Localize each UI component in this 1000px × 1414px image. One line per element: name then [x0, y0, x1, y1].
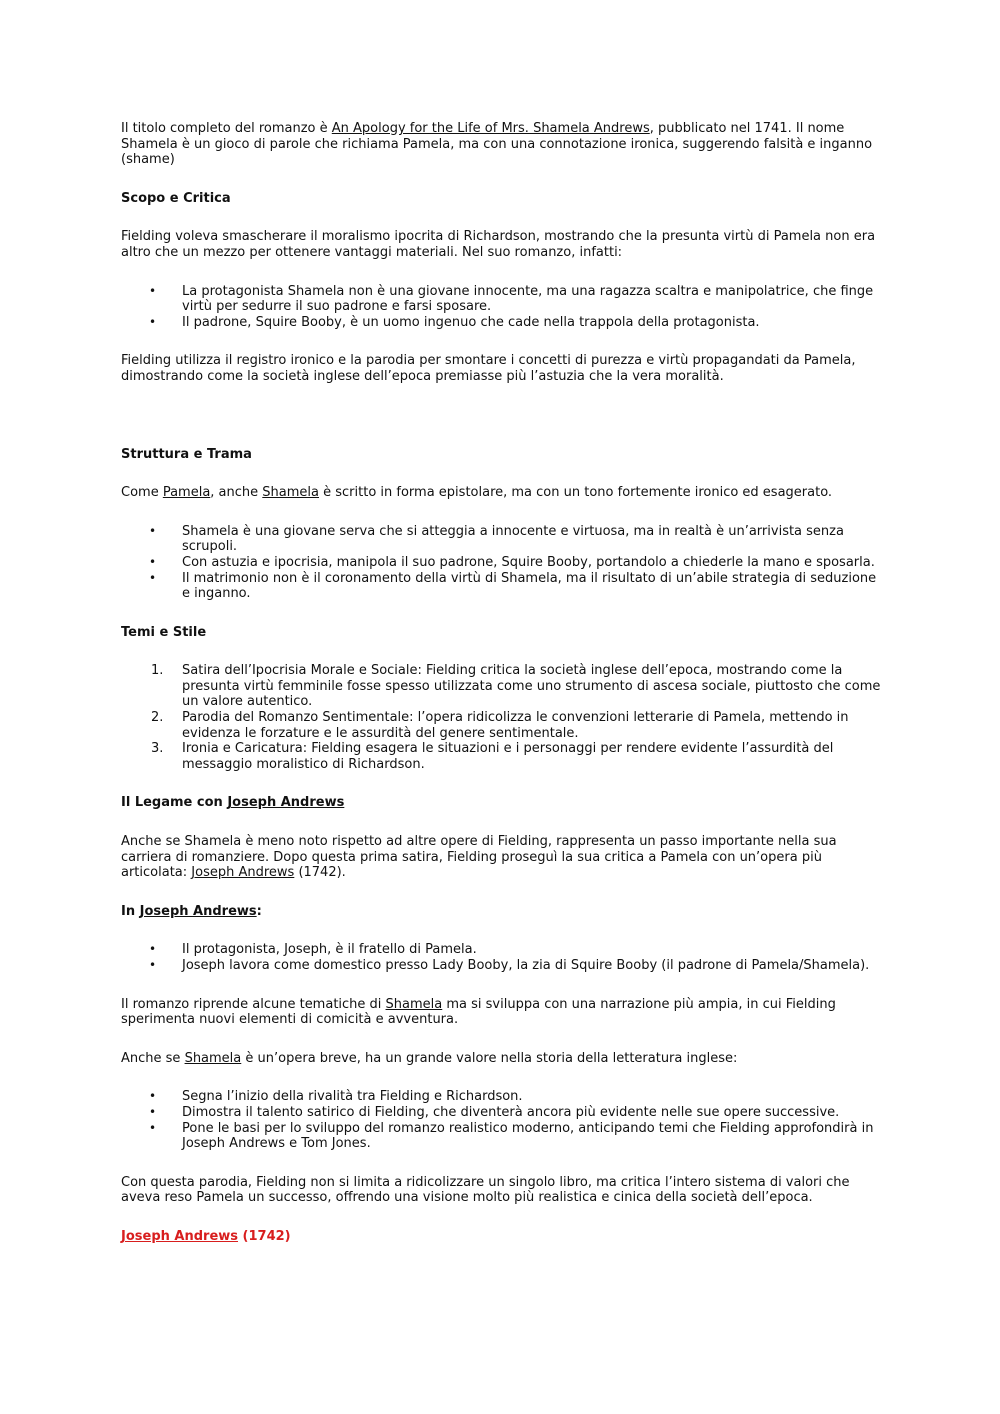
bullet-icon: • [149, 570, 157, 585]
list-item [121, 741, 881, 772]
list-number: 3. [151, 741, 164, 757]
list-item [121, 663, 881, 710]
list-item [121, 710, 881, 741]
heading-legame [121, 795, 881, 811]
list-item-text: Il protagonista, Joseph, è il fratello di Pamela. [182, 942, 477, 958]
heading-scopo: Scopo e Critica [121, 190, 231, 206]
bullet-icon: • [149, 958, 157, 972]
list-item [121, 1089, 881, 1105]
list-item-text: Il matrimonio non è il coronamento della virtù di Shamela, ma il risultato di un’abile strategia di seduzione e inganno. [182, 570, 877, 602]
list-item-text: Segna l’inizio della rivalità tra Fielding e Richardson. [182, 1089, 523, 1105]
bullet-icon: • [149, 314, 157, 329]
scopo-paragraph: Fielding voleva smascherare il moralismo ipocrita di Richardson, mostrando che la presunta virtù di Pamela non era altro che un mezzo per ottenere vantaggi materiali. Nel suo romanzo, infatti: [121, 229, 876, 260]
text-run: Il romanzo riprende alcune tematiche di [121, 996, 386, 1012]
joseph-andrews-link[interactable]: Joseph Andrews [191, 865, 295, 881]
list-item [121, 571, 881, 602]
text-run: : [256, 903, 262, 919]
heading-temi: Temi e Stile [121, 624, 207, 640]
struttura-bullet-list [121, 524, 881, 602]
text-run: (1742). [294, 865, 346, 881]
joseph-andrews-link[interactable]: Joseph Andrews [121, 1228, 239, 1244]
heading-struttura: Struttura e Trama [121, 446, 252, 462]
shamela-link[interactable]: Shamela [184, 1050, 242, 1066]
pamela-link[interactable]: Pamela [162, 485, 211, 501]
list-item [121, 1121, 881, 1152]
text-run: è un’opera breve, ha un grande valore nella storia della letteratura inglese: [241, 1050, 738, 1066]
heading-joseph-andrews-1742 [121, 1229, 881, 1245]
list-item-text: Pone le basi per lo sviluppo del romanzo realistico moderno, anticipando temi che Fielding approfondirà in Joseph Andrews e Tom Jones. [182, 1120, 874, 1152]
text-run: (1742) [238, 1228, 291, 1244]
list-number: 1. [151, 663, 164, 679]
list-item [121, 958, 881, 974]
bullet-icon: • [149, 1104, 157, 1119]
scopo-bullet-list [121, 284, 881, 331]
struttura-paragraph [121, 485, 881, 501]
shamela-link[interactable]: Shamela [262, 485, 319, 501]
list-item-text: Joseph lavora come domestico presso Lady Booby, la zia di Squire Booby (il padrone di Pamela/Shamela). [182, 958, 870, 973]
intro-text-pre: Il titolo completo del romanzo è [121, 121, 332, 136]
list-item [121, 524, 881, 555]
text-run: Anche se Shamela è meno noto rispetto ad altre opere di Fielding, rappresenta un passo importante nella sua carriera di romanziere. Dopo questa prima satira, Fielding proseguì la sua critica a Pamela con un’opera più articolata: [121, 834, 837, 881]
list-item-text: La protagonista Shamela non è una giovane innocente, ma una ragazza scaltra e manipolatrice, che finge virtù per sedurre il suo padrone e farsi sposare. [182, 283, 874, 315]
document-page [121, 121, 881, 1245]
list-item [121, 1105, 881, 1121]
text-run: Il Legame con [121, 795, 228, 811]
bullet-icon: • [149, 1120, 157, 1135]
joseph-andrews-link[interactable]: Joseph Andrews [139, 903, 257, 919]
temi-numbered-list [121, 663, 881, 772]
list-item-text: Ironia e Caricatura: Fielding esagera le situazioni e i personaggi per rendere evidente l’assurdità del messaggio moralistico di Richardson. [182, 741, 834, 772]
scopo-closing-paragraph: Fielding utilizza il registro ironico e la parodia per smontare i concetti di purezza e virtù propagandati da Pamela, dimostrando come la società inglese dell’epoca premiasse più l’astuzia che la vera moralità. [121, 353, 856, 384]
list-item-text: Il padrone, Squire Booby, è un uomo ingenuo che cade nella trappola della protagonista. [182, 314, 760, 330]
bullet-icon: • [149, 1089, 157, 1104]
text-run: è scritto in forma epistolare, ma con un tono fortemente ironico ed esagerato. [319, 485, 833, 501]
list-item-text: Con astuzia e ipocrisia, manipola il suo padrone, Squire Booby, portandolo a chiederle la mano e sposarla. [182, 554, 875, 570]
list-item-text: Parodia del Romanzo Sentimentale: l’opera ridicolizza le convenzioni letterarie di Pamela, mettendo in evidenza le forzature e le assurdità del genere sentimentale. [182, 710, 849, 741]
intro-title-link[interactable]: An Apology for the Life of Mrs. Shamela Andrews [331, 121, 650, 136]
valore-paragraph [121, 1051, 881, 1067]
intro-text-post: , pubblicato nel 1741. Il nome Shamela è un gioco di parole che richiama Pamela, ma con una connotazione ironica, suggerendo falsità e inganno (shame) [121, 121, 873, 168]
text-run: Come [121, 485, 163, 501]
list-item [121, 284, 881, 315]
bullet-icon: • [149, 523, 157, 538]
list-item [121, 555, 881, 571]
list-item [121, 942, 881, 958]
joseph-paragraph [121, 997, 881, 1028]
joseph-andrews-link[interactable]: Joseph Andrews [227, 795, 345, 811]
bullet-icon: • [149, 283, 157, 298]
joseph-bullet-list [121, 942, 881, 973]
legame-paragraph [121, 834, 881, 881]
valore-closing-paragraph: Con questa parodia, Fielding non si limita a ridicolizzare un singolo libro, ma critica l’intero sistema di valori che aveva reso Pamela un successo, offrendo una visione molto più realistica e cinica della società dell’epoca. [121, 1174, 850, 1206]
list-item-text: Satira dell’Ipocrisia Morale e Sociale: Fielding critica la società inglese dell’epoca, mostrando come la presunta virtù femminile fosse spesso utilizzata come uno strumento di ascesa sociale, piuttosto che come un valore autentico. [182, 663, 881, 710]
text-run: Anche se [121, 1050, 185, 1066]
intro-paragraph [121, 121, 881, 168]
text-run: , anche [210, 485, 263, 501]
valore-bullet-list [121, 1089, 881, 1151]
bullet-icon: • [149, 554, 157, 569]
text-run: In [121, 903, 140, 919]
bullet-icon: • [149, 942, 157, 957]
list-number: 2. [151, 710, 164, 726]
heading-in-joseph-andrews [121, 904, 881, 920]
list-item-text: Shamela è una giovane serva che si atteggia a innocente e virtuosa, ma in realtà è un’arrivista senza scrupoli. [182, 523, 844, 555]
text-run: ma si sviluppa con una narrazione più ampia, in cui Fielding sperimenta nuovi elementi di comicità e avventura. [121, 996, 836, 1028]
list-item-text: Dimostra il talento satirico di Fielding, che diventerà ancora più evidente nelle sue opere successive. [182, 1104, 840, 1120]
shamela-link[interactable]: Shamela [385, 996, 443, 1012]
list-item [121, 315, 881, 331]
